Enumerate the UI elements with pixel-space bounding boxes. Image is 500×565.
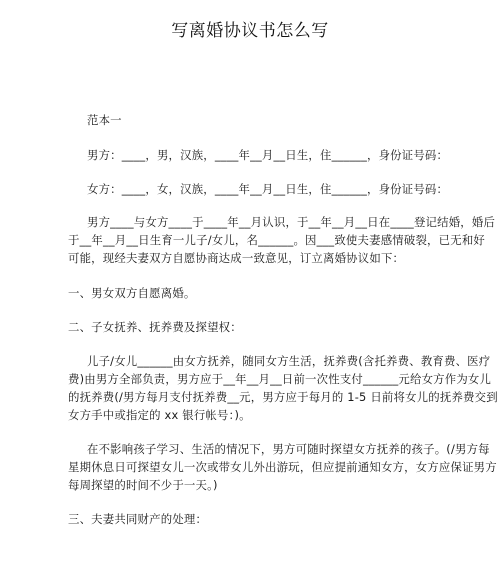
custody-paragraph-line-3: 的抚养费(/男方每月支付抚养费__元，男方应于每月的 1-5 日前将女儿的抚养费交到 [68, 390, 498, 404]
husband-info-line: 男方：____，男，汉族，____年__月__日生，住______，身份证号码： [87, 148, 449, 162]
visitation-paragraph-line-3: 每周探望的时间不少于一天。) [68, 478, 218, 492]
document-title: 写离婚协议书怎么写 [171, 21, 329, 41]
clause-1-heading: 一、男女双方自愿离婚。 [68, 286, 196, 300]
visitation-paragraph-line-2: 星期休息日可探望女儿一次或带女儿外出游玩，但应提前通知女方，女方应保证男方 [68, 460, 497, 474]
clause-2-heading: 二、子女抚养、抚养费及探望权： [68, 320, 242, 334]
visitation-paragraph-line-1: 在不影响孩子学习、生活的情况下，男方可随时探望女方抚养的孩子。(/男方每 [87, 442, 490, 456]
intro-paragraph-line-1: 男方____与女方____于____年__月认识，于__年__月__日在____登记结婚，婚后 [87, 215, 496, 229]
template-heading: 范本一 [87, 113, 122, 127]
custody-paragraph-line-1: 儿子/女儿______由女方抚养，随同女方生活，抚养费(含托养费、教育费、医疗 [87, 354, 491, 368]
custody-paragraph-line-2: 费)由男方全部负责，男方应于__年__月__日前一次性支付______元给女方作为女儿 [68, 372, 492, 386]
intro-paragraph-line-2: 于__年__月__日生育一儿子/女儿，名______。因___致使夫妻感情破裂，已无和好 [68, 233, 486, 247]
clause-3-heading: 三、夫妻共同财产的处理： [68, 512, 208, 526]
wife-info-line: 女方：____，女，汉族，____年__月__日生，住______，身份证号码： [87, 182, 449, 196]
custody-paragraph-line-4: 女方手中或指定的 xx 银行帐号：)。 [68, 408, 251, 422]
intro-paragraph-line-3: 可能，现经夫妻双方自愿协商达成一致意见，订立离婚协议如下： [68, 251, 405, 265]
